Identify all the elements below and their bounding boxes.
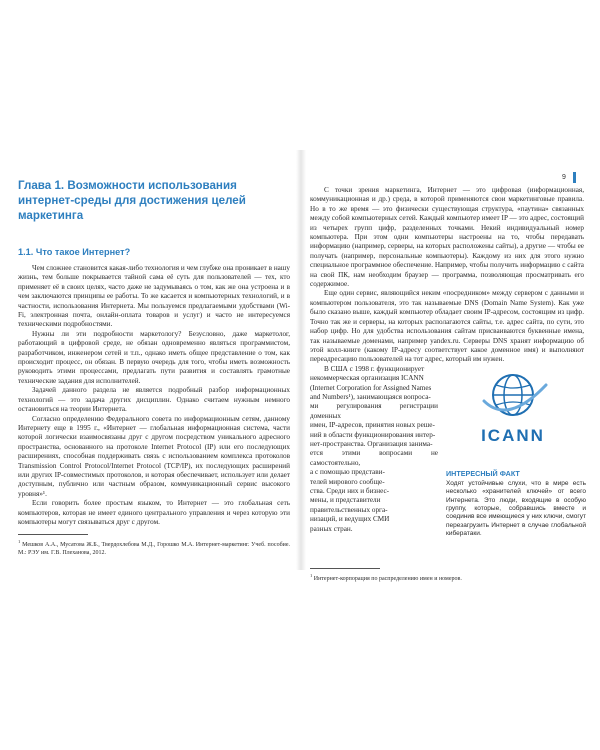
text-line: низаций, и ведущих СМИ	[310, 515, 390, 524]
text-line: мены, и представители	[310, 496, 381, 505]
left-page	[18, 178, 290, 558]
footnote-mark: 1	[18, 539, 21, 545]
footnote-text: Мешков А.А., Мусатова Ж.Б., Твердохлебова М.Д., Горошко М.А. Интернет-маркетинг. Учеб. пособие. М.: РЭУ им. Г.В. Плеханова, 2012.	[18, 542, 290, 556]
footnote-mark: 1	[310, 572, 313, 578]
footnote	[310, 572, 584, 584]
fact-title: ИНТЕРЕСНЫЙ ФАКТ	[446, 468, 520, 478]
chapter-title: Глава 1. Возможности использования интернет-среды для достижения целей маркетинга	[18, 179, 246, 222]
page-number: 9	[562, 174, 566, 181]
text-line: правительственных орга-	[310, 505, 388, 514]
icann-logo	[448, 367, 578, 451]
globe-icon	[484, 375, 546, 415]
paragraph: Чем сложнее становится какая-либо технология и чем глубже она проникает в нашу жизнь, тем больше покрывается тайной сама её суть для пользователей — тех, кто применяет её в своих целях, часто даже не задумываясь о том, как же она устроена и в чем заключаются принципы ее работы. То же касается и компьютерных технологий, и в частности, использования Интернета. Мы пользуемся предлагаемыми удобствами (Wi-Fi, электронная почта, онлайн-оплата товаров и услуг) и часто не интересуемся техническими подробностями.	[18, 264, 290, 329]
text-line: а с помощью представи-	[310, 468, 385, 477]
icann-section	[310, 365, 584, 561]
text-line: имен, IP-адресов, принятия новых реше-	[310, 421, 435, 430]
section-title: 1.1. Что такое Интернет?	[18, 247, 131, 257]
fact-text: Ходят устойчивые слухи, что в мире есть несколько «хранителей ключей» от всего Интернета. Это люди, входящие в особую группу, которые, собравшись вместе и соединив все имеющиеся у них ключи, смогут перезагрузить Интернет в случае глобальной кибератаки.	[446, 479, 586, 538]
paragraph: Еще один сервис, являющийся неким «посредником» между сервером с данными и компьютером пользователя, это так называемые DNS (Domain Name System). Как уже было сказано выше, каждый компьютер обладает своим IP-адресом, состоящим из цифр. Точно так же и серверы, на которых располагаются сайты, т.е. адрес сайта, по сути, это набор цифр. Но для удобства использования сайтам присваиваются буквенные имена, так называемые доменами, например yandex.ru. Серверы DNS хранят информацию об этой колл-книге (какому IP-адресу соответствует какое доменное имя) и выполняют переадресацию пользователей на тот адрес, который им нужен.	[310, 289, 584, 364]
text-line: ний в области функционирования интер-	[310, 430, 436, 439]
logo-wordmark: ICANN	[481, 425, 545, 445]
text-line: and Numbers¹), занимающаяся вопроса-	[310, 392, 431, 401]
paragraph: Согласно определению Федерального совета по информационным сетям, данному Интернету еще в 1995 г., «Интернет — глобальная информационная система, части которой логически взаимосвязаны друг с другом посредством уникального адресного пространства, основанного на протоколе Internet Protocol (IP) или его последующих расширениях, способная поддерживать связь с использованием комплекса протоколов Transmission Control Protocol/Internet Protocol (TCP/IP), их последующих расширений или других IP-совместимых протоколов, и которая обеспечивает, использует или делает доступным, публично или частным образом, коммуникационный сервис высокого уровня»¹.	[18, 414, 290, 498]
footnote-text: Интернет-корпорация по распределению имен и номеров.	[313, 575, 462, 582]
text-line: В США с 1998 г. функционирует	[324, 364, 425, 373]
text-line: телей мирового сообще-	[310, 477, 385, 486]
paragraph: Нужны ли эти подробности маркетологу? Безусловно, даже маркетолог, работающий в цифровой среде, не обязан одновременно являться программистом, разработчиком, инженером сетей и т.п., однако иметь общее представление о том, как происходит процесс, он обязан. В первую очередь для того, чтобы иметь возможность руководить этими процессами, предлагать пути развития и составлять грамотные технические задания для исполнителей.	[18, 329, 290, 385]
interesting-fact-box	[446, 469, 586, 539]
icann-paragraph	[310, 365, 438, 534]
page-number-marker	[573, 172, 576, 183]
book-gutter	[296, 150, 306, 570]
text-line: ства. Среди них и бизнес-	[310, 487, 390, 495]
text-line: ется этими вопросами не самостоятельно,	[310, 449, 438, 467]
paragraph: Задачей данного раздела не является подробный разбор информационных технологий — это задача других дисциплин. Однако считаем нужным немного остановиться на теории Интернета.	[18, 386, 290, 414]
text-line: некоммерческая организация ICANN	[310, 374, 424, 383]
paragraph: С точки зрения маркетинга, Интернет — это цифровая (информационная, коммуникационная и др.) среда, в которой применяются свои маркетинговые правила. Но в то же время — это физически существующая структура, «паутина» связанных между собой компьютерных сетей. Каждый компьютер имеет IP — это адрес, состоящий из четырех групп цифр, разделенных точками. Некий индивидуальный номер компьютера. При этом одни компьютеры настроены на то, чтобы передавать информацию (например, серверы, на которых расположены сайты), а другие — чтобы ее получать (например, персональные компьютеры). Каждому из них для этого нужно специальное программное обеспечение. Например, чтобы получить информацию с сайта на свой ПК, нам необходим браузер — программа, позволяющая просматривать его содержимое.	[310, 186, 584, 289]
text-line: (Internet Corporation for Assigned Names	[310, 383, 432, 392]
footnote-divider	[18, 534, 88, 535]
right-page	[310, 186, 584, 583]
text-line: ми регулирования регистрации доменных	[310, 402, 438, 420]
footnote-divider	[310, 568, 380, 569]
text-line: разных стран.	[310, 524, 353, 533]
footnote	[18, 538, 290, 557]
paragraph: Если говорить более простым языком, то Интернет — это глобальная сеть компьютеров, которая не имеет единого центрального управления и через которую эти компьютеры могут связываться друг с другом.	[18, 499, 290, 526]
text-line: нет-пространства. Организация занима-	[310, 439, 433, 448]
